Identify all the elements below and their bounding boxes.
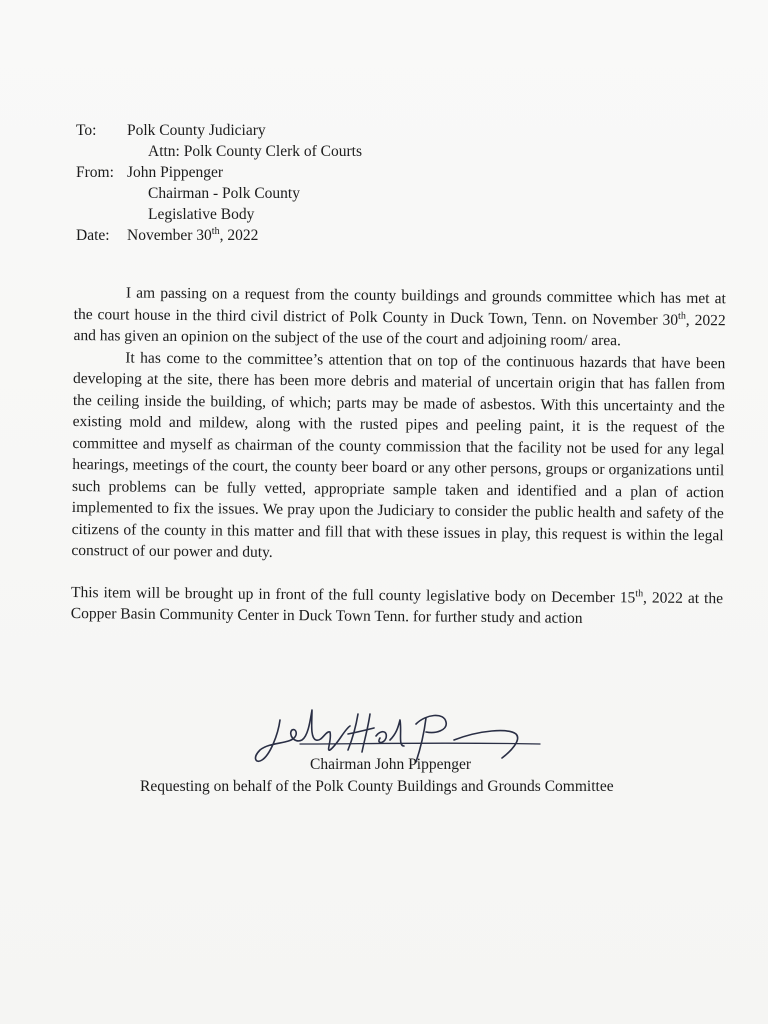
date-value-year: , 2022 [219,227,259,244]
from-title-row-2 [76,204,676,225]
signature-name: Chairman John Pippenger [310,756,472,773]
paragraph-3-text-b: , 2022 at the Copper Basin Community Center in Duck Town Tenn. for further study and action [70,588,724,627]
paragraph-1-sup: th [678,310,686,322]
to-label: To: [76,122,97,139]
date-label: Date: [76,227,110,244]
paragraph-1-text-a: I am passing on a request from the county buildings and grounds committee which has met at the court house in the third civil district of Polk County in Duck Town, Tenn. on November 30 [73,284,726,329]
paragraph-3-sup: th [635,587,644,599]
memo-header [76,120,676,246]
date-value [127,225,258,246]
memo-body [71,282,726,631]
from-title-2: Legislative Body [148,206,255,223]
paragraph-2: It has come to the committee’s attention that on top of the continuous hazards that have been developing at the site, there has been more debris and material of uncertain origin that has fallen from the ceiling inside the building, of which; parts may be made of asbestos. With this uncertainty and the existing mold and mildew, along with the rusted pipes and peeling paint, it is the request of the committee and myself as chairman of the county commission that the facility not be used for any legal hearings, meetings of the court, the county beer board or any other persons, groups or organizations until such problems can be fully vetted, appropriate sample taken and identified and a plan of action implemented to fix the issues. We pray upon the Judiciary to consider the public health and safety of the citizens of the county in this matter and fill that with these issues in play, this request is within the legal construct of our power and duty. [71,348,726,561]
paragraph-1 [73,282,726,353]
paragraph-1-text-b: , 2022 and has given an opinion on the subject of the use of the court and adjoining room/ area. [73,311,726,350]
paragraph-3 [71,581,723,630]
from-value: John Pippenger [127,164,224,181]
attn-row [76,141,676,162]
date-row [76,225,676,246]
from-title-row-1 [76,183,676,204]
from-label: From: [76,164,114,181]
to-value: Polk County Judiciary [127,122,266,139]
signature-request-line: Requesting on behalf of the Polk County Buildings and Grounds Committee [140,778,614,795]
date-value-main: November 30 [127,227,212,244]
attn-value: Attn: Polk County Clerk of Courts [148,143,362,160]
from-row [76,162,676,183]
paragraph-3-text-a: This item will be brought up in front of the full county legislative body on December 15 [70,583,636,606]
from-title-1: Chairman - Polk County [148,185,300,202]
date-value-sup: th [211,225,220,237]
to-row [76,120,676,141]
signature-block [140,700,680,810]
